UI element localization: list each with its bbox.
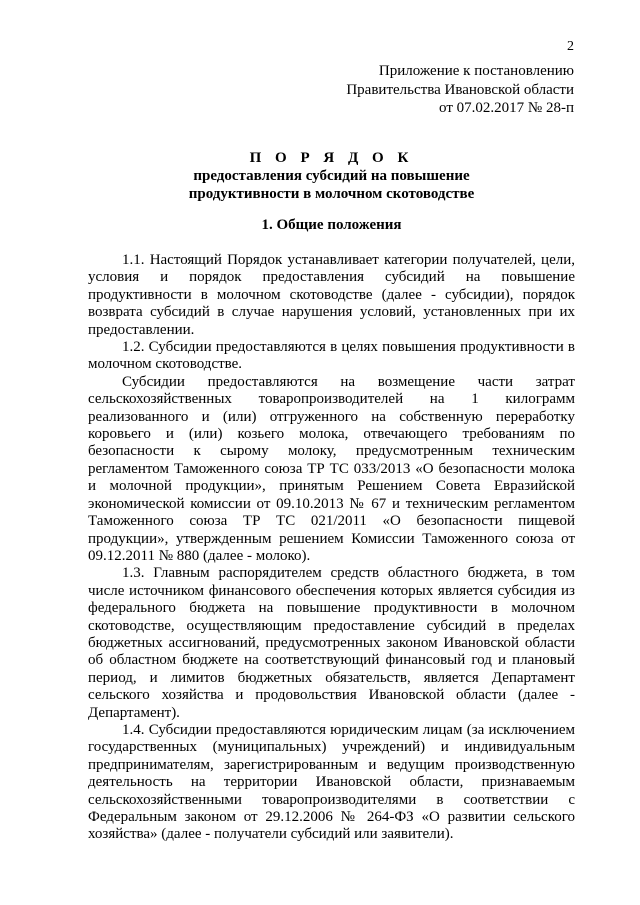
appendix-line: Приложение к постановлению <box>378 63 574 79</box>
document-subtitle-line: предоставления субсидий на повышение <box>193 168 470 184</box>
appendix-note <box>346 62 574 118</box>
document-body <box>88 252 575 844</box>
document-subtitle-line: продуктивности в молочном скотоводстве <box>188 186 475 202</box>
section-heading: 1. Общие положения <box>261 217 402 233</box>
appendix-line: Правительства Ивановской области <box>346 81 574 98</box>
paragraph: 1.2. Субсидии предоставляются в целях повышения продуктивности в молочном скотоводстве. <box>88 339 575 373</box>
document-title: П О Р Я Д О К <box>249 150 414 166</box>
paragraph: 1.1. Настоящий Порядок устанавливает категории получателей, цели, условия и порядок предоставления субсидий на повышение продуктивности в молочном скотоводстве (далее - субсидии), порядок возврата субсидий в случае нарушения условий, установленных при их предоставлении. <box>88 252 575 338</box>
paragraph: Субсидии предоставляются на возмещение части затрат сельскохозяйственных товаропроизводителей на 1 килограмм реализованного и (или) отгруженного на собственную переработку коровьего и (или) козьего молока, отвечающего требованиям по безопасности к сырому молоку, предусмотренным техническим регламентом Таможенного союза ТР ТС 033/2013 «О безопасности молока и молочной продукции», принятым Решением Совета Евразийской экономической комиссии от 09.10.2013 № 67 и техническим регламентом Таможенного союза ТР ТС 021/2011 «О безопасности пищевой продукции», утвержденным решением Комиссии Таможенного союза от 09.12.2011 № 880 (далее - молоко). <box>88 373 575 564</box>
paragraph: 1.3. Главным распорядителем средств областного бюджета, в том числе источником финансового обеспечения которых является субсидия из федерального бюджета на повышение продуктивности в молочном скотоводстве, осуществляющим предоставление субсидий в пределах бюджетных ассигнований, предусмотренных законом Ивановской области об областном бюджете на соответствующий финансовый год и плановый период, и лимитов бюджетных обязательств, является Департамент сельского хозяйства и продовольствия Ивановской области (далее - Департамент). <box>88 565 575 721</box>
appendix-line: от 07.02.2017 № 28-п <box>439 100 574 116</box>
page-number: 2 <box>567 39 574 54</box>
document-title-block <box>88 149 575 203</box>
paragraph: 1.4. Субсидии предоставляются юридическим лицам (за исключением государственных (муниципальных) учреждений) и индивидуальным предпринимателям, зарегистрированным и ведущим производственную деятельность на территории Ивановской области, признаваемым сельскохозяйственными товаропроизводителями в соответствии с Федеральным законом от 29.12.2006 № 264-ФЗ «О развитии сельского хозяйства» (далее - получатели субсидий или заявители). <box>88 721 575 843</box>
